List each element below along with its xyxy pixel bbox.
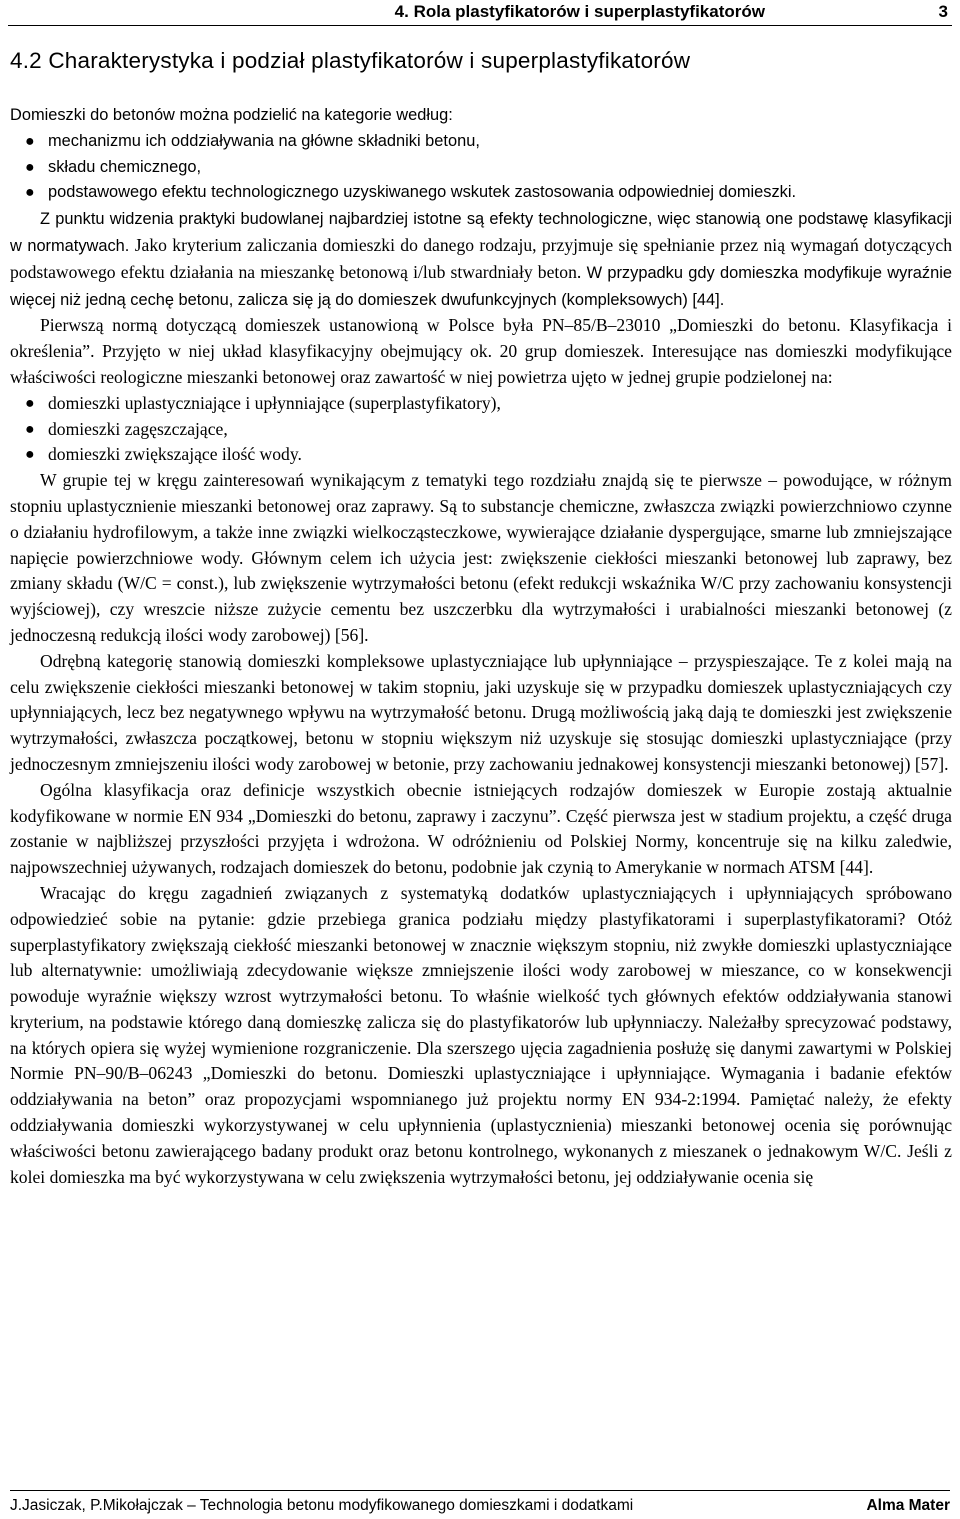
footer-rule [10, 1490, 950, 1491]
bullet-icon: ● [25, 132, 35, 150]
list-item: ● podstawowego efektu technologicznego uzyskiwanego wskutek zastosowania odpowiedniej domieszki. [10, 180, 952, 206]
chapter-title: 4. Rola plastyfikatorów i superplastyfikatorów [394, 2, 765, 21]
paragraph-practice: Z punktu widzenia praktyki budowlanej najbardziej istotne są efekty technologiczne, więc stanowią one podstawę klasyfikacji w normatywach. Jako kryterium zaliczania domieszki do danego rodzaju, przyjmuje się spełnianie przez nią wymagań dotyczących podstawowego efektu działania na mieszankę betonową i/lub stwardniały beton. W przypadku gdy domieszka modyfikuje wyraźnie więcej niż jedną cechę betonu, zalicza się ją do domieszek dwufunkcyjnych (kompleksowych) [44]. [10, 210, 952, 309]
list-item: ● składu chemicznego, [10, 155, 952, 181]
section-title: 4.2 Charakterystyka i podział plastyfikatorów i superplastyfikatorów [10, 48, 691, 73]
list-item: ● domieszki zwiększające ilość wody. [10, 442, 952, 468]
list-item: ● mechanizmu ich oddziaływania na główne składniki betonu, [10, 129, 952, 155]
list-item: ● domieszki uplastyczniające i upłynniające (superplastyfikatory), [10, 391, 952, 417]
paragraph-group: W grupie tej w kręgu zainteresowań wynikającym z tematyki tego rozdziału znajdą się te pierwsze – powodujące, w różnym stopniu uplastycznienie mieszanki betonowej oraz zaprawy. Są to substancje chemiczne, zwłaszcza związki powierzchniowo czynne o działaniu hydrofilowym, a także inne związki wielkocząsteczkowe, wywierające działanie dyspergujące, smarne lub zmniejszające napięcie powierzchniowe wody. Głównym celem ich użycia jest: zwiększenie ciekłości mieszanki betonowej lub zaprawy, bez zmiany składu (W/C = const.), lub zwiększenie wytrzymałości betonu (efekt redukcji wskaźnika W/C przy zachowaniu konsystencji wyjściowej), czy wreszcie niższe zużycie cementu bez uszczerbku dla wytrzymałości i urabialności mieszanki betonowej (z jednoczesną redukcją ilości wody zarobowej) [56]. [10, 470, 952, 645]
paragraph-norm: Pierwszą normą dotyczącą domieszek ustanowioną w Polsce była PN–85/B–23010 „Domieszki do betonu. Klasyfikacja i określenia”. Przyjęto w niej układ klasyfikacyjny obejmujący ok. 20 grup domieszek. Interesujące nas domieszki modyfikujące właściwości reologiczne mieszanki betonowej oraz zawartość w niej powietrza ujęto w jednej grupie podzielonej na: [10, 315, 952, 387]
intro-paragraph: Domieszki do betonów można podzielić na kategorie według: [10, 106, 453, 124]
page-number: 3 [938, 2, 948, 21]
list-item: ● domieszki zagęszczające, [10, 417, 952, 443]
footer-publisher: Alma Mater [866, 1497, 950, 1514]
paragraph-return: Wracając do kręgu zagadnień związanych z systematyką dodatków uplastyczniających i upłynniających spróbowano odpowiedzieć sobie na pytanie: gdzie przebiega granica podziału między plastyfikatorami i superplastyfikatorami? Otóż superplastyfikatory zwiększają ciekłość mieszanki betonowej w znacznie większym stopniu, niż zwykłe domieszki uplastyczniające lub alternatywnie: umożliwiają zdecydowanie większe zmniejszenie ilości wody zarobowej w mieszance, co w konsekwencji powoduje wyraźnie większy wzrost wytrzymałości betonu. To właśnie wielkość tych głównych efektów oddziaływania stanowi kryterium, na podstawie którego daną domieszkę zalicza się do plastyfikatorów lub upłynniaczy. Należałby sprecyzować podstawy, na których opiera się wyżej wymienione rozgraniczenie. Dla szerszego ujęcia zagadnienia posłużę się danymi zawartymi w Polskiej Normie PN–90/B–06243 „Domieszki do betonu. Domieszki uplastyczniające i upłynniające. Wymagania i badanie efektów oddziaływania na beton” oraz propozycjami wspomnianego już projektu normy EN 934-2:1994. Pamiętać należy, że efekty oddziaływania domieszki wykorzystywanej w celu upłynnienia (uplastycznienia) mieszanki betonowej ocenia się porównując właściwości betonu zawierającego badany produkt oraz betonu kontrolnego, wykonanych z mieszanek o jednakowym W/C. Jeśli z kolei domieszka ma być wykorzystywana w celu zwiększenia wytrzymałości betonu, jej oddziaływanie ocenia się [10, 882, 952, 1187]
criteria-list [10, 129, 952, 206]
group-list [10, 391, 952, 468]
bullet-icon: ● [25, 446, 35, 464]
header-rule [8, 25, 952, 26]
bullet-icon: ● [25, 420, 35, 438]
paragraph-europe: Ogólna klasyfikacja oraz definicje wszystkich obecnie istniejących rodzajów domieszek w Europie zostają aktualnie kodyfikowane w normie EN 934 „Domieszki do betonu, zaprawy i zaczynu”. Część pierwsza jest w stadium projektu, a część druga zostanie w najbliższej przyszłości przyjęta i wdrożona. W odróżnieniu od Polskiej Normy, koncentruje się na kilku zaledwie, najpowszechniej używanych, rodzajach domieszek do betonu, podobnie jak czynią to Amerykanie w normach ATSM [44]. [10, 779, 952, 878]
bullet-icon: ● [25, 158, 35, 176]
running-header [0, 0, 960, 28]
footer-citation: J.Jasiczak, P.Mikołajczak – Technologia betonu modyfikowanego domieszkami i dodatkami [10, 1497, 634, 1514]
body-text [10, 103, 952, 1190]
bullet-icon: ● [25, 394, 35, 412]
bullet-icon: ● [25, 184, 35, 202]
running-footer [10, 1490, 950, 1518]
paragraph-complex: Odrębną kategorię stanowią domieszki kompleksowe uplastyczniające lub upłynniające – przyspieszające. Te z kolei mają na celu zwiększenie ciekłości mieszanki betonowej w takim stopniu, jaki uzyskuje się w przypadku domieszek uplastyczniających czy upłynniających, lecz bez negatywnego wpływu na wytrzymałość betonu. Drugą możliwością jaką dają te domieszki jest zwiększenie wytrzymałości, zwłaszcza początkowej, betonu w stopniu większym niż uzyskuje się stosując domieszki uplastyczniające (przy jednoczesnym zmniejszeniu ilości wody zarobowej w betonie, przy zachowaniu jednakowej konsystencji mieszanki betonowej) [57]. [10, 650, 952, 774]
